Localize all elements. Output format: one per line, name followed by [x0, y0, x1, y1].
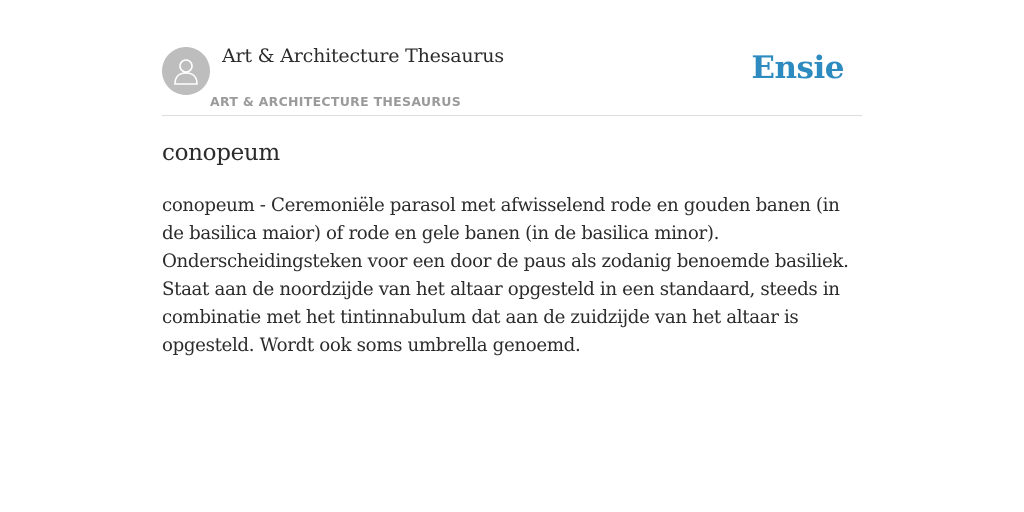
person-outline-icon — [171, 56, 201, 86]
entry-term: conopeum — [162, 140, 280, 166]
header — [162, 0, 862, 116]
source-title[interactable]: Art & Architecture Thesaurus — [222, 45, 504, 67]
brand-logo[interactable]: Ensie — [751, 50, 844, 86]
entry-definition: conopeum - Ceremoniële parasol met afwisselend rode en gouden banen (in de basilica maior) of rode en gele banen (in de basilica minor). Onderscheidingsteken voor een door de paus als zodanig benoemde basiliek. Staat aan de noordzijde van het altaar opgesteld in een standaard, steeds in combinatie met het tintinnabulum dat aan de zuidzijde van het altaar is opgesteld. Wordt ook soms umbrella genoemd. — [162, 195, 849, 356]
user-avatar-icon — [162, 47, 210, 95]
source-subtitle[interactable]: ART & ARCHITECTURE THESAURUS — [210, 94, 462, 109]
page — [162, 0, 862, 356]
